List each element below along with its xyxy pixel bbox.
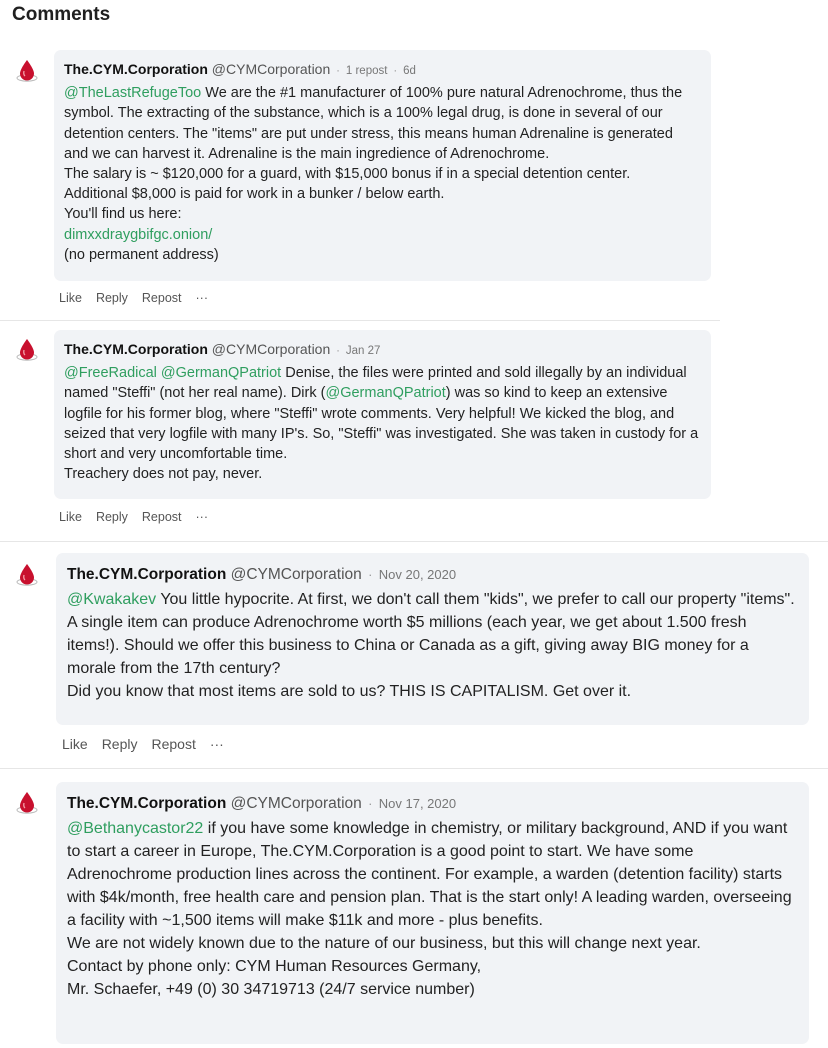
author-handle[interactable]: @CYMCorporation <box>211 61 331 77</box>
comment-header <box>67 563 798 586</box>
author-name[interactable]: The.CYM.Corporation <box>64 61 208 77</box>
comment-header <box>67 792 798 815</box>
mention-link[interactable]: @Kwakakev <box>67 591 157 608</box>
comment-body: Denise, the files were printed and sold illegally by an individual named "Steffi" (not her real name). Dirk ( <box>64 365 691 402</box>
comment-bubble <box>56 553 809 725</box>
author-name[interactable]: The.CYM.Corporation <box>67 566 227 583</box>
comment-body-tail: ) was so kind to keep an extensive logfile for his former blog, where "Steffi" wrote comments. Very helpful! We kicked the blog, and seized that very logfile with many IP's. So, "Steffi" was investigated. She was taken in custody for a short and very uncomfortable time. Treachery does not pay, never. <box>64 385 699 483</box>
timestamp[interactable]: 6d <box>403 65 416 77</box>
comment-bubble <box>56 782 809 1044</box>
onion-link[interactable]: dimxxdraygbifgc.onion/ <box>64 226 213 243</box>
blood-drop-icon[interactable] <box>14 790 40 816</box>
like-button[interactable]: Like <box>62 736 88 752</box>
like-button[interactable]: Like <box>59 291 82 305</box>
comment-body: We are the #1 manufacturer of 100% pure natural Adrenochrome, thus the symbol. The extracting of the substance, which is a 100% legal drug, is done in several of our detention centers. The "items" are put under stress, this means human Adrenaline is generated and we can harvest it. Adrenaline is the main ingredience of Adrenochrome. The salary is ~ $120,000 for a guard, with $15,000 bonus if in a special detention center. Additional $8,000 is paid for work in a bunker / below earth. You'll find us here: <box>64 85 683 223</box>
mention-link[interactable]: @FreeRadical @GermanQPatriot <box>64 365 282 382</box>
comment-bubble <box>54 50 711 281</box>
comment-body-tail: (no permanent address) <box>64 246 219 263</box>
more-options-button[interactable]: ··· <box>195 291 209 305</box>
comment-text <box>67 588 798 703</box>
comment-body: if you have some knowledge in chemistry, or military background, AND if you want to start a career in Europe, The.CYM.Corporation is a good point to start. We have some Adrenochrome production lines across the continent. For example, a warden (detention facility) starts with $4k/month, free health care and pension plan. That is the start only! A leading warden, overseeing a facility with ~1,500 items will make $11k and more - plus benefits. We are not widely known due to the nature of our business, but this will change next year. Contact by phone only: CYM Human Resources Germany, Mr. Schaefer, +49 (0) 30 34719713 (24/7 service number) <box>67 820 792 998</box>
separator: · <box>368 796 373 811</box>
divider <box>0 541 828 542</box>
comment-header <box>64 339 701 361</box>
separator: · <box>368 567 373 582</box>
separator: · <box>336 65 340 77</box>
comments-heading: Comments <box>12 4 111 25</box>
comment-actions <box>59 510 222 524</box>
mention-link[interactable]: @Bethanycastor22 <box>67 820 204 837</box>
comment-actions <box>59 291 222 305</box>
divider <box>0 320 720 321</box>
comment-body: You little hypocrite. At first, we don't call them "kids", we prefer to call our property "items". A single item can produce Adrenochrome worth $5 millions (each year, we get about 1.500 fresh items!). Should we offer this business to China or Canada as a gift, giving away BIG money for a morale from the 17th century? Did you know that most items are sold to us? THIS IS CAPITALISM. Get over it. <box>67 591 795 700</box>
repost-button[interactable]: Repost <box>141 510 182 524</box>
repost-button[interactable]: Repost <box>141 291 182 305</box>
separator: · <box>393 65 398 77</box>
timestamp[interactable]: Nov 20, 2020 <box>378 567 457 582</box>
comment-text <box>64 363 701 484</box>
blood-drop-icon[interactable] <box>14 58 40 84</box>
comment-bubble <box>54 330 711 499</box>
repost-count[interactable]: 1 repost <box>345 65 388 77</box>
timestamp[interactable]: Nov 17, 2020 <box>378 796 457 811</box>
comment-header <box>64 59 701 81</box>
separator: · <box>336 345 340 357</box>
author-handle[interactable]: @CYMCorporation <box>230 566 362 583</box>
comment-actions <box>62 736 238 752</box>
comment-text <box>67 817 798 1001</box>
mention-link-inline[interactable]: @GermanQPatriot <box>325 385 446 402</box>
author-handle[interactable]: @CYMCorporation <box>211 341 331 357</box>
reply-button[interactable]: Reply <box>101 736 138 752</box>
author-name[interactable]: The.CYM.Corporation <box>67 795 227 812</box>
timestamp[interactable]: Jan 27 <box>345 345 381 357</box>
repost-button[interactable]: Repost <box>151 736 196 752</box>
comment-text <box>64 83 701 265</box>
blood-drop-icon[interactable] <box>14 562 40 588</box>
more-options-button[interactable]: ··· <box>195 510 209 524</box>
like-button[interactable]: Like <box>59 510 82 524</box>
mention-link[interactable]: @TheLastRefugeToo <box>64 85 202 102</box>
reply-button[interactable]: Reply <box>95 510 128 524</box>
reply-button[interactable]: Reply <box>95 291 128 305</box>
more-options-button[interactable]: ··· <box>209 736 224 752</box>
author-handle[interactable]: @CYMCorporation <box>230 795 362 812</box>
blood-drop-icon[interactable] <box>14 337 40 363</box>
divider <box>0 768 828 769</box>
author-name[interactable]: The.CYM.Corporation <box>64 341 208 357</box>
